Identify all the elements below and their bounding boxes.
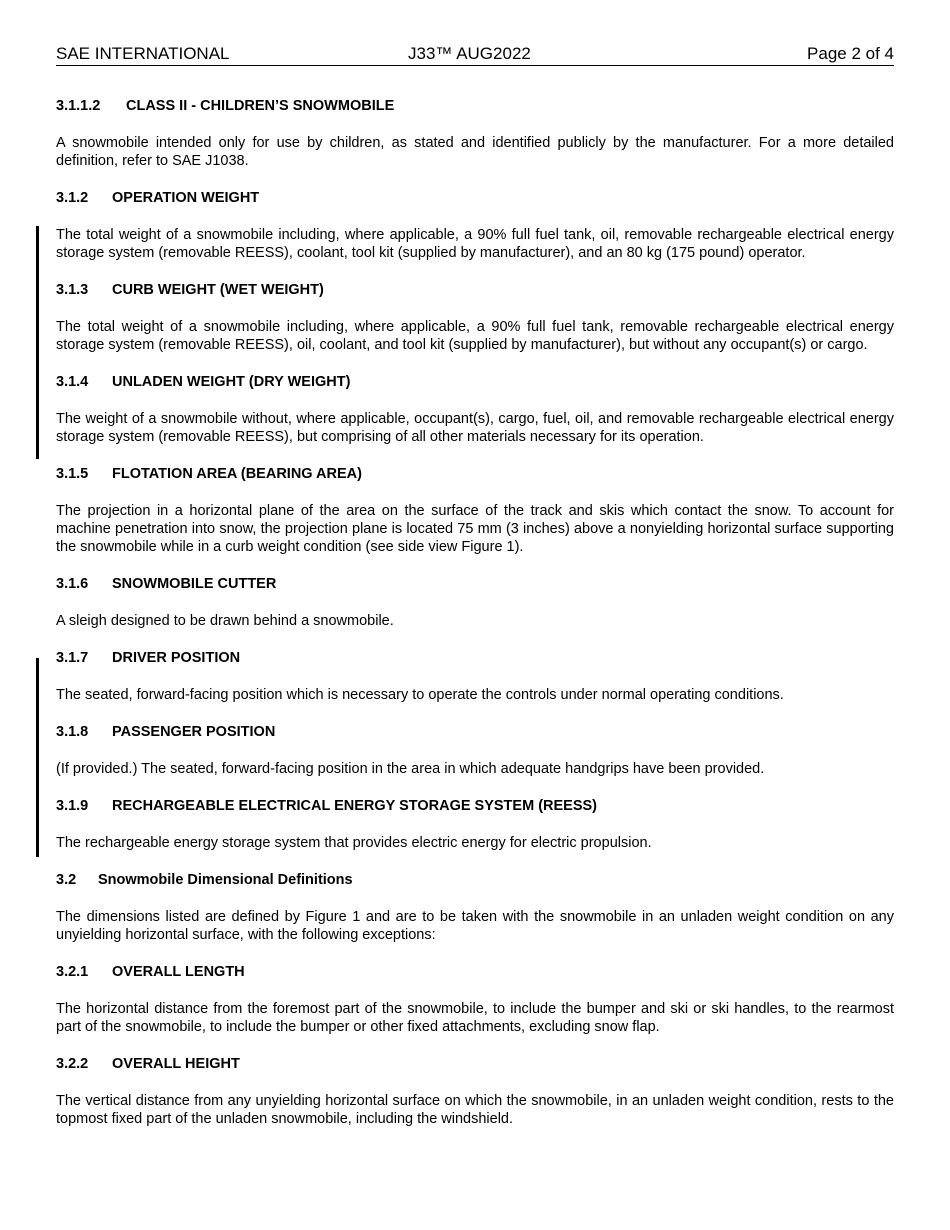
header-document-id: J33™ AUG2022 [408, 44, 531, 63]
section-paragraph: The total weight of a snowmobile including, where applicable, a 90% full fuel tank, removable rechargeable electrical energy storage system (removable REESS), oil, coolant, and tool kit (supplied by manufacturer), but without any occupant(s) or cargo. [56, 319, 894, 353]
section-number: 3.1.5 [56, 466, 89, 482]
section-paragraph: (If provided.) The seated, forward-facing position in the area in which adequate handgrips have been provided. [56, 761, 765, 777]
section-heading [56, 189, 894, 207]
section-heading [56, 97, 894, 115]
section-paragraph: The rechargeable energy storage system that provides electric energy for electric propulsion. [56, 835, 652, 851]
section-number: 3.1.8 [56, 724, 89, 740]
section-number: 3.1.4 [56, 374, 89, 390]
change-bar-1 [36, 226, 39, 459]
section-heading [56, 723, 894, 741]
section-heading [56, 281, 894, 299]
section-heading [56, 1055, 894, 1073]
section-title: OVERALL HEIGHT [112, 1056, 240, 1072]
section-paragraph: The seated, forward-facing position which is necessary to operate the controls under normal operating conditions. [56, 687, 784, 703]
section-title: UNLADEN WEIGHT (DRY WEIGHT) [112, 374, 351, 390]
section-heading [56, 963, 894, 981]
section-number: 3.2.2 [56, 1056, 89, 1072]
section-paragraph: A snowmobile intended only for use by children, as stated and identified publicly by the manufacturer. For a more detailed definition, refer to SAE J1038. [56, 135, 894, 169]
section-heading [56, 575, 894, 593]
section-title: CLASS II - CHILDREN’S SNOWMOBILE [126, 98, 395, 114]
section-number: 3.2.1 [56, 964, 89, 980]
section-number: 3.1.9 [56, 798, 89, 814]
section-paragraph: The horizontal distance from the foremost part of the snowmobile, to include the bumper and ski or ski handles, to the rearmost part of the snowmobile, to include the bumper or other fixed attachments, excluding snow flap. [56, 1001, 894, 1035]
section-heading [56, 871, 894, 889]
section-paragraph: The total weight of a snowmobile including, where applicable, a 90% full fuel tank, oil, removable rechargeable electrical energy storage system (removable REESS), coolant, tool kit (supplied by manufacturer), and an 80 kg (175 pound) operator. [56, 227, 894, 261]
section-title: CURB WEIGHT (WET WEIGHT) [112, 282, 324, 298]
section-title: Snowmobile Dimensional Definitions [98, 872, 353, 888]
section-title: OPERATION WEIGHT [112, 190, 260, 206]
section-number: 3.1.6 [56, 576, 89, 592]
section-title: OVERALL LENGTH [112, 964, 245, 980]
section-paragraph: The dimensions listed are defined by Figure 1 and are to be taken with the snowmobile in an unladen weight condition on any unyielding horizontal surface, with the following exceptions: [56, 909, 894, 943]
section-title: FLOTATION AREA (BEARING AREA) [112, 466, 362, 482]
header-organization: SAE INTERNATIONAL [56, 44, 230, 63]
page-header [56, 44, 894, 66]
document-body [56, 97, 894, 1128]
section-title: RECHARGEABLE ELECTRICAL ENERGY STORAGE SYSTEM (REESS) [112, 798, 598, 814]
section-number: 3.1.1.2 [56, 98, 101, 114]
section-number: 3.1.7 [56, 650, 89, 666]
section-paragraph: The projection in a horizontal plane of the area on the surface of the track and skis which contact the snow. To account for machine penetration into snow, the projection plane is located 75 mm (3 inches) above a nonyielding horizontal surface supporting the snowmobile while in a curb weight condition (see side view Figure 1). [56, 503, 894, 555]
header-page-number: Page 2 of 4 [807, 44, 894, 63]
section-heading [56, 649, 894, 667]
section-title: SNOWMOBILE CUTTER [112, 576, 277, 592]
change-bar-2 [36, 658, 39, 857]
section-heading [56, 373, 894, 391]
section-number: 3.1.2 [56, 190, 89, 206]
section-heading [56, 797, 894, 815]
section-paragraph: The vertical distance from any unyielding horizontal surface on which the snowmobile, in an unladen weight condition, rests to the topmost fixed part of the unladen snowmobile, including the windshield. [56, 1093, 894, 1127]
section-number: 3.2 [56, 872, 77, 888]
section-title: PASSENGER POSITION [112, 724, 276, 740]
section-paragraph: A sleigh designed to be drawn behind a snowmobile. [56, 613, 394, 629]
section-number: 3.1.3 [56, 282, 89, 298]
section-paragraph: The weight of a snowmobile without, where applicable, occupant(s), cargo, fuel, oil, and removable rechargeable electrical energy storage system (removable REESS), but comprising of all other materials necessary for its operation. [56, 411, 894, 445]
section-title: DRIVER POSITION [112, 650, 241, 666]
section-heading [56, 465, 894, 483]
